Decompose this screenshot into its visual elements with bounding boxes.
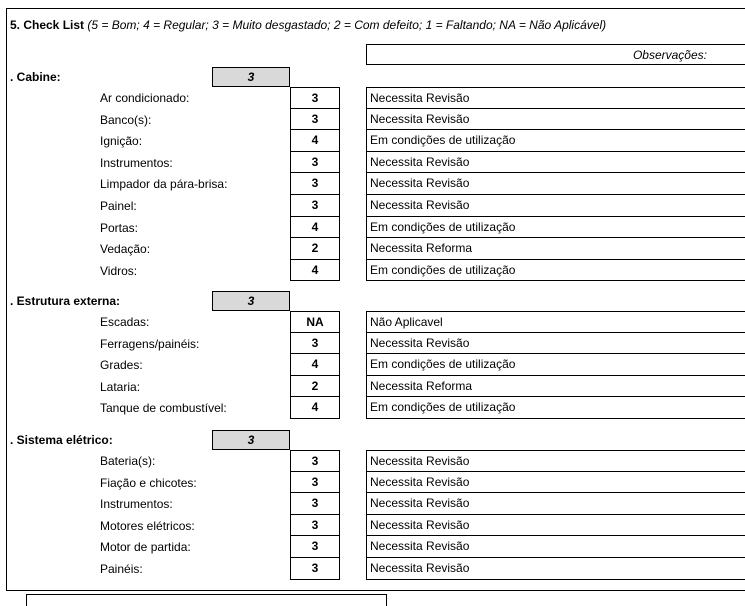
item-observation: Necessita Revisão [366, 173, 745, 195]
item-label: Tanque de combustível: [100, 401, 227, 416]
item-score: 4 [290, 217, 340, 239]
item-score: 3 [290, 195, 340, 217]
item-label: Escadas: [100, 315, 150, 329]
item-label: Ar condicionado: [100, 91, 190, 105]
item-score: 3 [290, 333, 340, 355]
item-label: Lataria: [100, 379, 141, 394]
item-observation: Em condições de utilização [366, 260, 745, 282]
item-label: Instrumentos: [100, 155, 173, 170]
observations-header-box [366, 44, 745, 65]
item-label: Limpador da pára-brisa: [100, 177, 228, 192]
item-observation: Não Aplicavel [366, 311, 745, 333]
item-label: Ferragens/painéis: [100, 336, 200, 351]
item-observation: Necessita Revisão [366, 558, 745, 580]
item-label: Grades: [100, 358, 143, 373]
item-score: 3 [290, 536, 340, 558]
item-label: Painel: [100, 199, 137, 213]
item-label: Vedação: [100, 242, 151, 257]
section-score: 3 [212, 67, 290, 87]
item-score: 3 [290, 515, 340, 537]
next-section-box [26, 594, 387, 606]
section-title: . Cabine: [10, 70, 61, 84]
item-score: 4 [290, 354, 340, 376]
item-label: Motores elétricos: [100, 518, 195, 533]
item-score: 3 [290, 109, 340, 131]
item-score: 2 [290, 238, 340, 260]
section-score: 3 [212, 430, 290, 450]
item-observation: Necessita Revisão [366, 450, 745, 472]
item-score: 4 [290, 260, 340, 282]
item-label: Fiação e chicotes: [100, 475, 197, 490]
item-score: 4 [290, 397, 340, 419]
item-label: Ignição: [100, 134, 143, 149]
item-observation: Necessita Revisão [366, 152, 745, 174]
rating-legend: (5 = Bom; 4 = Regular; 3 = Muito desgastado; 2 = Com defeito; 1 = Faltando; NA = Não Aplicável) [87, 18, 607, 32]
item-observation: Necessita Revisão [366, 87, 745, 109]
item-score: 3 [290, 87, 340, 109]
item-score: NA [290, 311, 340, 333]
checklist-title: 5. Check List [10, 18, 85, 32]
item-label: Instrumentos: [100, 497, 173, 512]
item-label: Banco(s): [100, 112, 152, 127]
item-observation: Necessita Revisão [366, 333, 745, 355]
item-observation: Em condições de utilização [366, 354, 745, 376]
item-label: Vidros: [100, 263, 138, 278]
item-label: Portas: [100, 220, 139, 235]
item-observation: Em condições de utilização [366, 130, 745, 152]
item-observation: Necessita Revisão [366, 195, 745, 217]
item-score: 4 [290, 130, 340, 152]
item-score: 3 [290, 173, 340, 195]
item-score: 3 [290, 450, 340, 472]
item-observation: Necessita Revisão [366, 493, 745, 515]
item-observation: Em condições de utilização [366, 217, 745, 239]
item-score: 3 [290, 152, 340, 174]
item-score: 2 [290, 376, 340, 398]
item-observation: Em condições de utilização [366, 397, 745, 419]
item-score: 3 [290, 493, 340, 515]
section-score: 3 [212, 291, 290, 311]
checklist-header [10, 18, 606, 32]
section-title: . Sistema elétrico: [10, 433, 113, 447]
item-observation: Necessita Reforma [366, 238, 745, 260]
item-score: 3 [290, 558, 340, 580]
item-observation: Necessita Revisão [366, 536, 745, 558]
item-observation: Necessita Revisão [366, 515, 745, 537]
item-label: Bateria(s): [100, 454, 156, 468]
item-label: Motor de partida: [100, 540, 191, 555]
item-observation: Necessita Reforma [366, 376, 745, 398]
item-label: Painéis: [100, 562, 143, 576]
section-title: . Estrutura externa: [10, 294, 121, 308]
observations-label: Observações: [632, 48, 707, 62]
item-observation: Necessita Revisão [366, 109, 745, 131]
item-score: 3 [290, 472, 340, 494]
item-observation: Necessita Revisão [366, 472, 745, 494]
